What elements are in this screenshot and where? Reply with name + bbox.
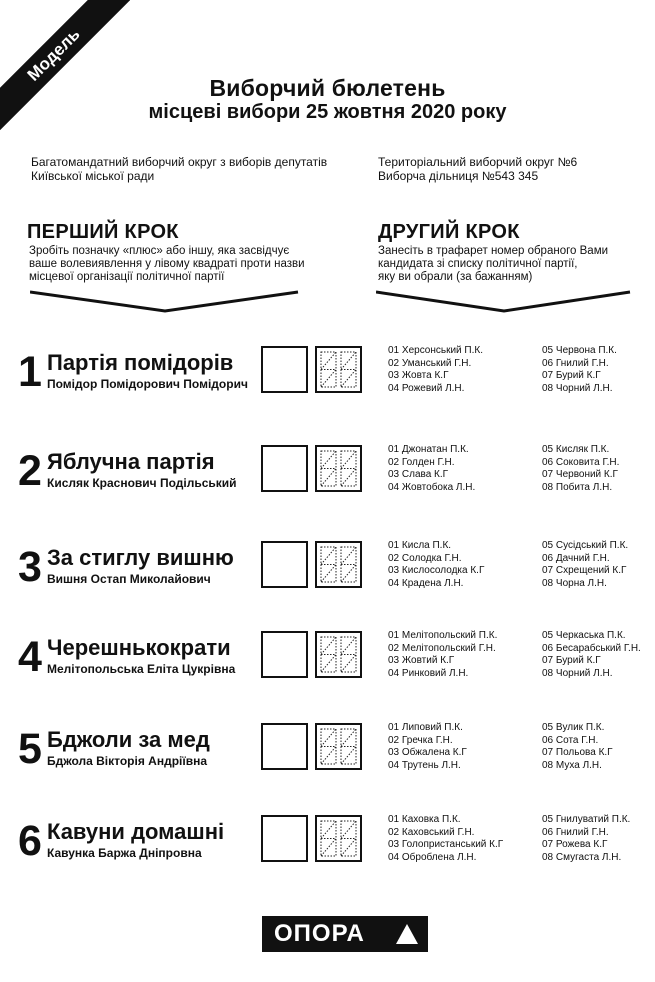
- party-number: 4: [18, 633, 42, 681]
- party-number: 2: [18, 447, 42, 495]
- party-row: [0, 630, 655, 693]
- step1-arrow-icon: [30, 290, 300, 314]
- candidate-list-col2: [542, 540, 628, 590]
- ballot-title: Виборчий бюлетень: [209, 75, 446, 101]
- candidate-number-stencil[interactable]: [315, 445, 362, 492]
- district-info-right: [378, 155, 655, 183]
- party-leader: Мелітопольська Еліта Цукрівна: [47, 662, 236, 676]
- ballot-subtitle: місцеві вибори 25 жовтня 2020 року: [148, 101, 507, 123]
- party-row: [0, 722, 655, 785]
- candidate-list-col2: [542, 345, 617, 395]
- party-vote-checkbox[interactable]: [261, 815, 308, 862]
- party-leader: Кавунка Баржа Дніпровна: [47, 846, 202, 860]
- step2-title: ДРУГИЙ КРОК: [378, 221, 520, 243]
- candidate-item: 07 Бурий К.Г: [542, 655, 601, 666]
- candidate-item: 07 Червоний К.Г: [542, 469, 618, 480]
- candidate-number-stencil[interactable]: [315, 346, 362, 393]
- candidate-item: 03 Обжалена К.Г: [388, 747, 467, 758]
- candidate-number-stencil[interactable]: [315, 631, 362, 678]
- candidate-item: 01 Кисла П.К.: [388, 540, 452, 551]
- district-info-right-line: Виборча дільниця №543 345: [378, 169, 539, 183]
- party-row: [0, 814, 655, 877]
- step2-line: Занесіть в трафарет номер обраного Вами: [378, 245, 609, 257]
- candidate-item: 03 Кислосолодка К.Г: [388, 565, 485, 576]
- candidate-list-col2: [542, 630, 641, 680]
- candidate-list-col1: [388, 630, 497, 680]
- party-name: Яблучна партія: [47, 449, 215, 474]
- party-number: 5: [18, 725, 42, 773]
- step2-instructions: [378, 245, 638, 284]
- candidate-list-col1: [388, 345, 483, 395]
- candidate-item: 05 Червона П.К.: [542, 345, 617, 356]
- candidate-item: 02 Гречка Г.Н.: [388, 734, 453, 746]
- candidate-item: 05 Сусідський П.К.: [542, 540, 629, 551]
- candidate-item: 01 Джонатан П.К.: [388, 444, 469, 455]
- candidate-item: 08 Муха Л.Н.: [542, 759, 602, 771]
- candidate-list-col2: [542, 444, 619, 494]
- candidate-number-stencil[interactable]: [315, 815, 362, 862]
- candidate-list-col2: [542, 814, 630, 864]
- candidate-number-stencil[interactable]: [315, 723, 362, 770]
- candidate-item: 01 Мелітопольский П.К.: [388, 630, 498, 641]
- candidate-list-col1: [388, 540, 484, 590]
- triangle-icon: [396, 924, 418, 944]
- model-label-text: Модель: [0, 0, 130, 130]
- party-name: Бджоли за мед: [47, 727, 210, 752]
- candidate-item: 04 Трутень Л.Н.: [388, 759, 461, 771]
- candidate-item: 08 Чорний Л.Н.: [542, 667, 613, 679]
- party-name: За стиглу вишню: [47, 545, 234, 570]
- candidate-list-col2: [542, 722, 613, 772]
- candidate-list-col1: [388, 444, 475, 494]
- candidate-item: 03 Жовтий К.Г: [388, 655, 455, 666]
- candidate-item: 04 Ринковий Л.Н.: [388, 667, 469, 679]
- candidate-item: 07 Бурий К.Г: [542, 370, 601, 381]
- candidate-item: 06 Гнилий Г.Н.: [542, 826, 609, 838]
- candidate-item: 06 Соковита Г.Н.: [542, 456, 620, 468]
- candidate-item: 01 Липовий П.К.: [388, 722, 463, 733]
- logo-text: ОПОРА: [274, 920, 365, 947]
- candidate-item: 07 Польова К.Г: [542, 747, 613, 758]
- candidate-item: 01 Херсонський П.К.: [388, 345, 483, 356]
- candidate-item: 04 Оброблена Л.Н.: [388, 851, 477, 863]
- candidate-item: 08 Смугаста Л.Н.: [542, 851, 622, 863]
- opora-logo: [262, 916, 428, 952]
- step1-title: ПЕРШИЙ КРОК: [27, 221, 179, 243]
- party-vote-checkbox[interactable]: [261, 723, 308, 770]
- candidate-item: 03 Жовта К.Г: [388, 370, 449, 381]
- candidate-item: 02 Каховський Г.Н.: [388, 826, 475, 838]
- candidate-item: 05 Черкаська П.К.: [542, 630, 626, 641]
- party-name: Партія помідорів: [47, 350, 234, 375]
- party-name: Черешнькократи: [47, 635, 231, 660]
- step2-line: яку ви обрали (за бажанням): [378, 271, 533, 283]
- candidate-number-stencil[interactable]: [315, 541, 362, 588]
- candidate-item: 06 Сота Г.Н.: [542, 734, 599, 746]
- candidate-item: 02 Уманський Г.Н.: [388, 357, 472, 369]
- party-leader: Кисляк Краснович Подільський: [47, 476, 237, 490]
- candidate-item: 06 Гнилий Г.Н.: [542, 357, 609, 369]
- candidate-item: 07 Рожева К.Г: [542, 839, 608, 850]
- candidate-item: 02 Голден Г.Н.: [388, 456, 455, 468]
- candidate-item: 05 Вулик П.К.: [542, 722, 605, 733]
- party-row: [0, 540, 655, 603]
- candidate-item: 01 Каховка П.К.: [388, 814, 461, 825]
- step1-line: Зробіть позначку «плюс» або іншу, яка засвідчує: [29, 245, 290, 257]
- party-vote-checkbox[interactable]: [261, 445, 308, 492]
- candidate-item: 06 Бесарабський Г.Н.: [542, 642, 641, 654]
- candidate-list-col1: [388, 722, 467, 772]
- party-number: 3: [18, 543, 42, 591]
- party-leader: Помідор Помідорович Помідорич: [47, 377, 248, 391]
- candidate-item: 08 Чорний Л.Н.: [542, 382, 613, 394]
- candidate-item: 04 Жовтобока Л.Н.: [388, 481, 476, 493]
- party-leader: Бджола Вікторія Андріївна: [47, 754, 208, 768]
- candidate-item: 08 Побита Л.Н.: [542, 481, 613, 493]
- candidate-item: 06 Дачний Г.Н.: [542, 552, 610, 564]
- candidate-item: 03 Голопристанський К.Г: [388, 839, 504, 850]
- party-number: 6: [18, 817, 42, 865]
- party-leader: Вишня Остап Миколайович: [47, 572, 211, 586]
- party-vote-checkbox[interactable]: [261, 631, 308, 678]
- step1-line: ваше волевиявлення у лівому квадраті проти назви: [29, 258, 305, 270]
- candidate-item: 04 Рожевий Л.Н.: [388, 382, 465, 394]
- candidate-item: 04 Крадена Л.Н.: [388, 577, 464, 589]
- party-vote-checkbox[interactable]: [261, 346, 308, 393]
- candidate-item: 07 Схрещений К.Г: [542, 565, 627, 576]
- district-info-right-line: Територіальний виборчий округ №6: [378, 155, 578, 169]
- party-row: [0, 444, 655, 507]
- party-number: 1: [18, 348, 42, 396]
- district-info-left-line: Київської міської ради: [31, 169, 155, 183]
- step2-arrow-icon: [376, 290, 632, 314]
- candidate-item: 05 Кисляк П.К.: [542, 444, 610, 455]
- candidate-item: 03 Слава К.Г: [388, 469, 449, 480]
- step1-line: місцевої організації політичної партії: [29, 271, 225, 283]
- party-name: Кавуни домашні: [47, 819, 225, 844]
- step1-instructions: [29, 245, 329, 284]
- district-info-left-line: Багатомандатний виборчий округ з виборів депутатів: [31, 155, 328, 169]
- candidate-item: 08 Чорна Л.Н.: [542, 577, 607, 589]
- step2-line: кандидата зі списку політичної партії,: [378, 258, 578, 270]
- party-row: [0, 345, 655, 408]
- party-vote-checkbox[interactable]: [261, 541, 308, 588]
- candidate-list-col1: [388, 814, 503, 864]
- district-info-left: [31, 155, 331, 183]
- candidate-item: 05 Гнилуватий П.К.: [542, 814, 631, 825]
- candidate-item: 02 Солодка Г.Н.: [388, 552, 462, 564]
- candidate-item: 02 Мелітопольский Г.Н.: [388, 642, 496, 654]
